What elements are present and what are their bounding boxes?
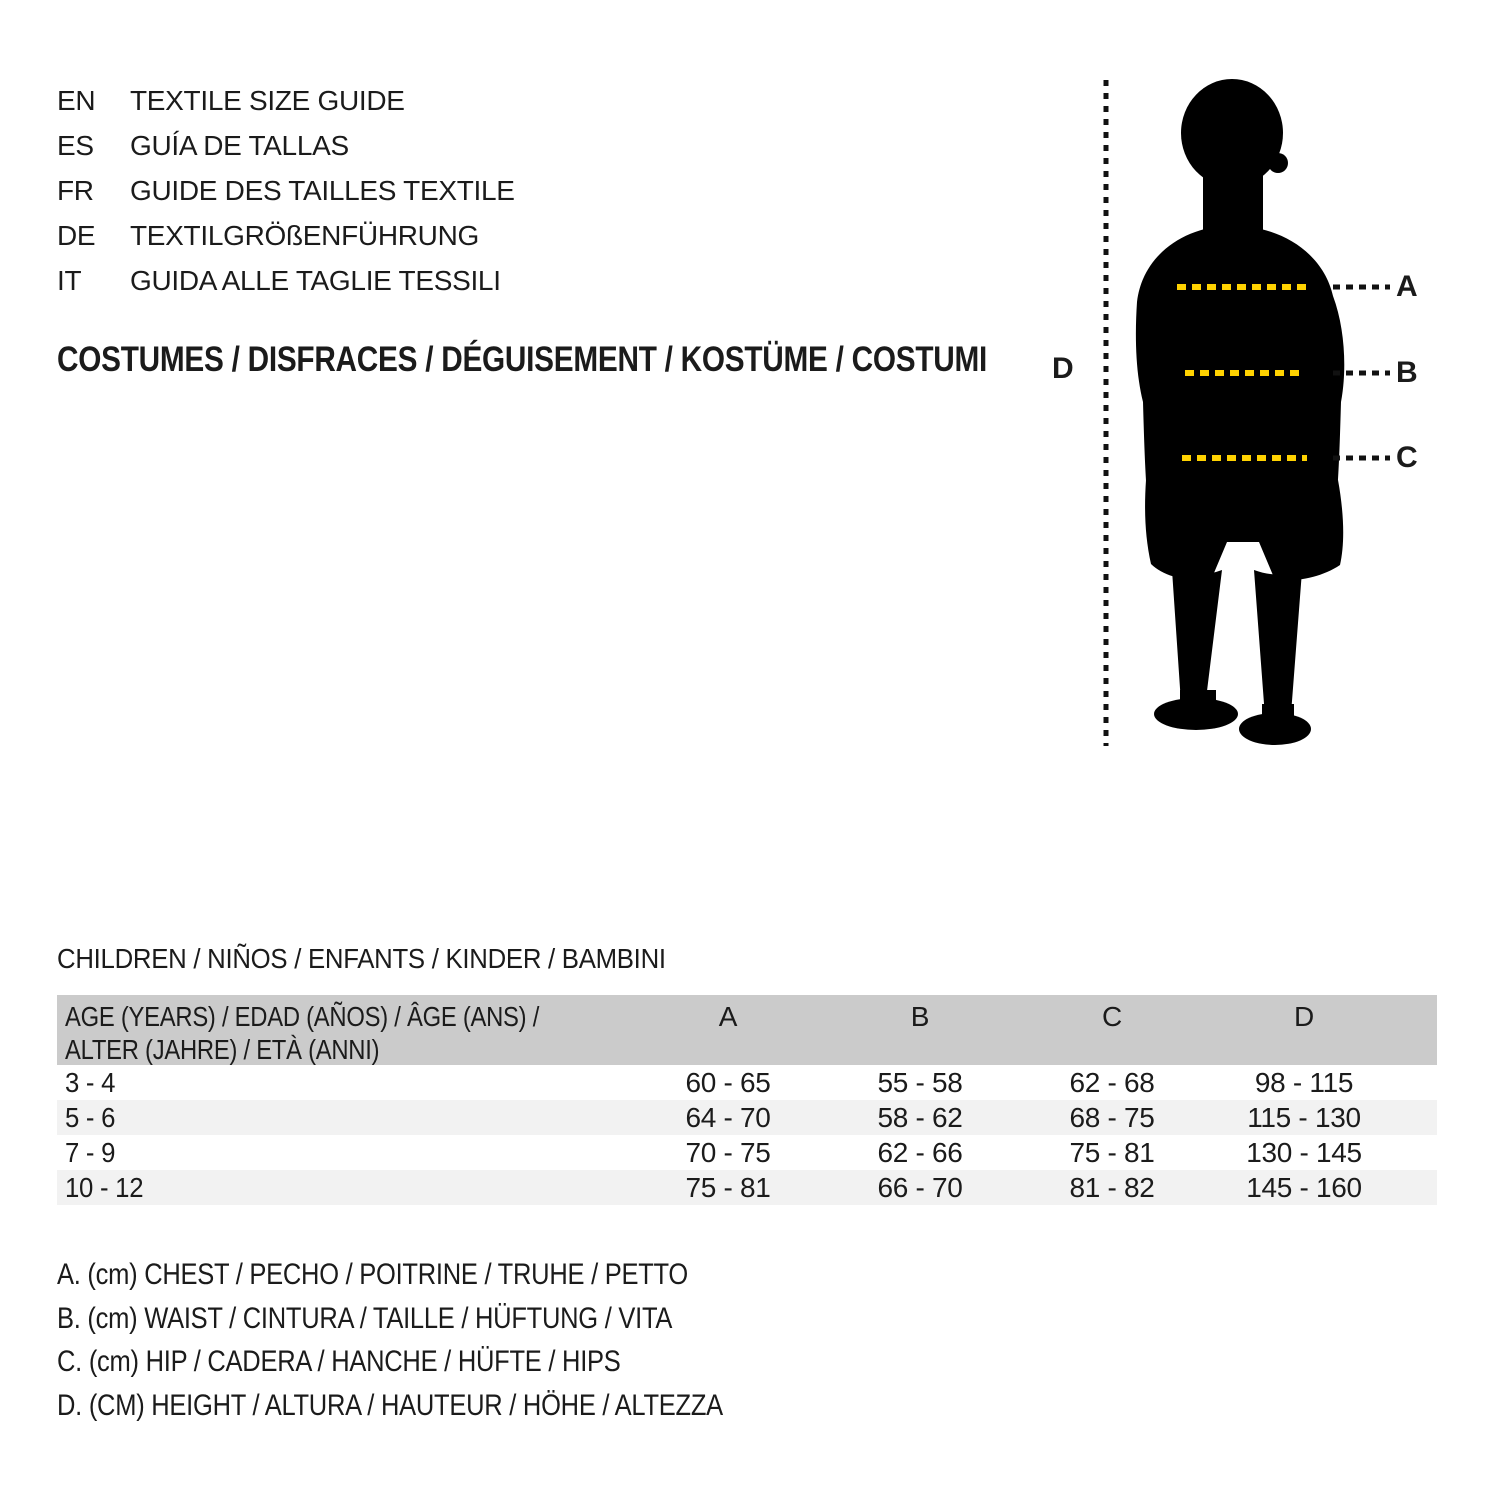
child-silhouette (1136, 79, 1344, 745)
category-title (57, 340, 1151, 380)
legend-chest (57, 1253, 840, 1297)
size-table (57, 995, 1437, 1205)
table-row (57, 1100, 1437, 1135)
waist-cell: 55 - 58 (877, 1067, 963, 1098)
language-code: FR (57, 175, 94, 206)
age-cell (57, 1065, 632, 1100)
column-header-a: A (718, 1001, 738, 1032)
legend-waist-text: B. (cm) WAIST / CINTURA / TAILLE / HÜFTUNG / VITA (57, 1301, 673, 1335)
waist-cell: 58 - 62 (877, 1102, 963, 1133)
silhouette-right-leg (1254, 570, 1302, 717)
age-value: 5 - 6 (65, 1102, 116, 1133)
column-header-c: C (1102, 1001, 1122, 1032)
language-row (57, 258, 515, 303)
age-header-line1: AGE (YEARS) / EDAD (AÑOS) / ÂGE (ANS) / (65, 1001, 540, 1032)
chest-cell: 70 - 75 (685, 1137, 771, 1168)
legend-height-text: D. (CM) HEIGHT / ALTURA / HAUTEUR / HÖHE / ALTEZZA (57, 1388, 723, 1422)
height-measure-label: D (1052, 352, 1074, 385)
height-cell: 145 - 160 (1246, 1172, 1362, 1203)
language-title-block (57, 78, 515, 303)
waist-cell: 62 - 66 (877, 1137, 963, 1168)
height-cell: 130 - 145 (1246, 1137, 1362, 1168)
age-value: 10 - 12 (65, 1172, 144, 1203)
legend-hip (57, 1340, 840, 1384)
category-title-text: COSTUMES / DISFRACES / DÉGUISEMENT / KOSTÜME / COSTUMI (57, 340, 988, 379)
silhouette-shorts (1145, 480, 1343, 580)
chest-cell: 64 - 70 (685, 1102, 771, 1133)
hip-measure-label: C (1396, 441, 1418, 474)
hip-cell: 62 - 68 (1069, 1067, 1155, 1098)
language-row (57, 123, 515, 168)
section-title-children (57, 944, 719, 974)
legend-hip-text: C. (cm) HIP / CADERA / HANCHE / HÜFTE / HIPS (57, 1345, 621, 1378)
language-code: IT (57, 265, 82, 296)
size-table-header (57, 995, 1437, 1065)
language-row (57, 78, 515, 123)
guide-title: GUÍA DE TALLAS (130, 130, 349, 161)
silhouette-neck (1203, 166, 1263, 230)
section-title-text: CHILDREN / NIÑOS / ENFANTS / KINDER / BAMBINI (57, 943, 666, 974)
language-row (57, 168, 515, 213)
age-value: 7 - 9 (65, 1137, 116, 1168)
waist-cell: 66 - 70 (877, 1172, 963, 1203)
language-code: EN (57, 85, 96, 116)
legend-height (57, 1384, 840, 1428)
measurement-figure-graphic (1040, 70, 1470, 770)
table-row (57, 1065, 1437, 1100)
table-row (57, 1135, 1437, 1170)
chest-cell: 75 - 81 (685, 1172, 771, 1203)
hip-cell: 68 - 75 (1069, 1102, 1155, 1133)
silhouette-torso (1136, 225, 1344, 495)
legend-chest-text: A. (cm) CHEST / PECHO / POITRINE / TRUHE / PETTO (57, 1258, 689, 1291)
age-cell (57, 1135, 632, 1170)
height-cell: 115 - 130 (1247, 1102, 1361, 1133)
measurement-legend (57, 1253, 840, 1427)
chest-cell: 60 - 65 (685, 1067, 771, 1098)
height-cell: 98 - 115 (1254, 1067, 1354, 1098)
guide-title: TEXTILE SIZE GUIDE (130, 85, 405, 116)
waist-measure-label: B (1396, 356, 1418, 389)
guide-title: TEXTILGRÖßENFÜHRUNG (130, 220, 479, 251)
hip-cell: 75 - 81 (1069, 1137, 1155, 1168)
age-header-line2: ALTER (JAHRE) / ETÀ (ANNI) (65, 1034, 380, 1065)
hip-cell: 81 - 82 (1069, 1172, 1155, 1203)
measurement-figure (1040, 70, 1470, 770)
language-code: DE (57, 220, 96, 251)
column-header-d: D (1294, 1001, 1314, 1032)
silhouette-ear (1268, 153, 1288, 173)
age-cell (57, 1170, 632, 1205)
age-cell (57, 1100, 632, 1135)
column-header-b: B (910, 1001, 930, 1032)
age-value: 3 - 4 (65, 1067, 116, 1098)
guide-title: GUIDE DES TAILLES TEXTILE (130, 175, 515, 206)
silhouette-left-leg (1172, 570, 1222, 703)
table-row (57, 1170, 1437, 1205)
language-row (57, 213, 515, 258)
language-code: ES (57, 130, 94, 161)
legend-waist (57, 1297, 840, 1341)
chest-measure-label: A (1396, 270, 1418, 303)
silhouette-right-shoe (1239, 713, 1311, 745)
silhouette-left-shoe (1154, 698, 1238, 730)
age-column-header (57, 1000, 632, 1066)
guide-title: GUIDA ALLE TAGLIE TESSILI (130, 265, 501, 296)
